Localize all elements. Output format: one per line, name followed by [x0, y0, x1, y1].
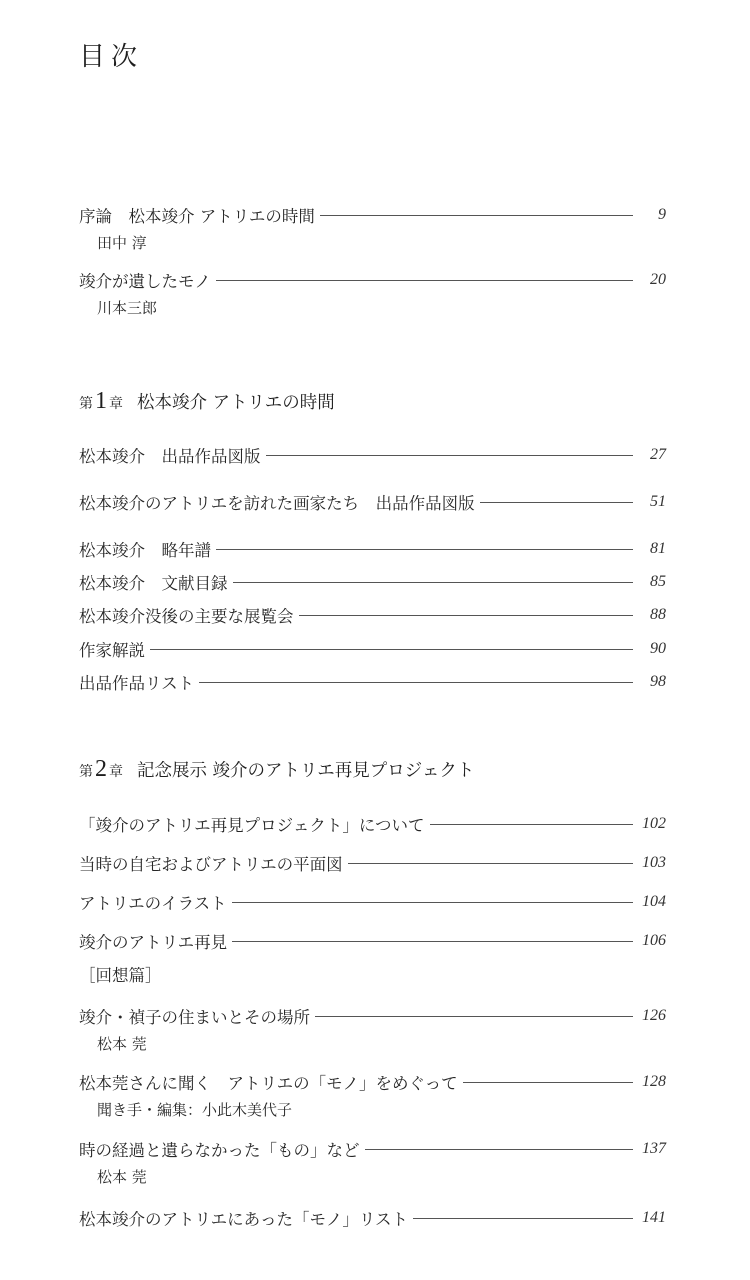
toc-entry[interactable] — [79, 1137, 666, 1161]
toc-entry[interactable] — [79, 851, 666, 875]
chapter-2-heading — [79, 756, 474, 783]
leader-line — [232, 941, 633, 942]
page-number: 141 — [642, 1209, 666, 1226]
leader-line — [480, 502, 633, 503]
leader-line — [348, 863, 633, 864]
section-heading-memoirs: ［回想篇］ — [79, 966, 162, 985]
page-number: 137 — [642, 1140, 666, 1157]
toc-entry[interactable] — [79, 203, 666, 227]
leader-line — [216, 280, 633, 281]
page-number: 20 — [650, 271, 666, 288]
toc-entry[interactable] — [79, 537, 666, 561]
entry-title: 作家解説 — [79, 641, 145, 660]
toc-entry[interactable] — [79, 1004, 666, 1028]
entry-title: 竣介が遺したモノ — [79, 272, 211, 291]
toc-entry[interactable] — [79, 603, 666, 627]
toc-entry[interactable] — [79, 1206, 666, 1230]
toc-entry[interactable] — [79, 490, 666, 514]
page-number: 104 — [642, 893, 666, 910]
toc-entry[interactable] — [79, 570, 666, 594]
chapter-suffix: 章 — [109, 396, 123, 412]
chapter-1-heading — [79, 388, 335, 415]
entry-title: アトリエのイラスト — [79, 894, 227, 913]
entry-author: 川本三郎 — [97, 299, 158, 317]
leader-line — [150, 649, 633, 650]
entry-author: 聞き手・編集：小此木美代子 — [97, 1101, 293, 1119]
leader-line — [320, 215, 633, 216]
page-number: 128 — [642, 1073, 666, 1090]
entry-author: 松本 莞 — [97, 1035, 147, 1053]
leader-line — [463, 1082, 633, 1083]
chapter-prefix: 第 — [79, 764, 93, 780]
leader-line — [199, 682, 633, 683]
entry-title: 松本竣介のアトリエにあった「モノ」リスト — [79, 1210, 409, 1229]
page-number: 88 — [650, 606, 666, 623]
chapter-number: 2 — [95, 756, 107, 782]
entry-title: 竣介・禎子の住まいとその場所 — [79, 1008, 310, 1027]
entry-title: 序論 松本竣介 アトリエの時間 — [79, 207, 315, 226]
toc-entry[interactable] — [79, 268, 666, 292]
page-title: 目次 — [79, 42, 144, 72]
toc-entry[interactable] — [79, 443, 666, 467]
chapter-title: 記念展示 竣介のアトリエ再見プロジェクト — [137, 761, 475, 781]
page-number: 27 — [650, 446, 666, 463]
entry-title: 松本竣介 略年譜 — [79, 541, 211, 560]
chapter-prefix: 第 — [79, 396, 93, 412]
page-number: 103 — [642, 854, 666, 871]
page-number: 81 — [650, 540, 666, 557]
leader-line — [430, 824, 633, 825]
toc-entry[interactable] — [79, 890, 666, 914]
chapter-number: 1 — [95, 388, 107, 414]
entry-title: 松本莞さんに聞く アトリエの「モノ」をめぐって — [79, 1074, 458, 1093]
entry-title: 松本竣介没後の主要な展覧会 — [79, 607, 294, 626]
leader-line — [216, 549, 633, 550]
page-number: 106 — [642, 932, 666, 949]
page-number: 85 — [650, 573, 666, 590]
leader-line — [233, 582, 634, 583]
page-number: 126 — [642, 1007, 666, 1024]
entry-author: 田中 淳 — [97, 234, 147, 252]
page-number: 90 — [650, 640, 666, 657]
entry-title: 松本竣介 出品作品図版 — [79, 447, 261, 466]
page-number: 98 — [650, 673, 666, 690]
toc-entry[interactable] — [79, 637, 666, 661]
entry-title: 時の経過と遺らなかった「もの」など — [79, 1141, 360, 1160]
entry-author: 松本 莞 — [97, 1168, 147, 1186]
chapter-title: 松本竣介 アトリエの時間 — [137, 393, 335, 413]
toc-entry[interactable] — [79, 670, 666, 694]
page-number: 9 — [658, 206, 666, 223]
toc-entry[interactable] — [79, 1070, 666, 1094]
entry-title: 竣介のアトリエ再見 — [79, 933, 228, 952]
toc-entry[interactable] — [79, 929, 666, 953]
leader-line — [413, 1218, 633, 1219]
leader-line — [299, 615, 634, 616]
entry-title: 当時の自宅およびアトリエの平面図 — [79, 855, 343, 874]
toc-entry[interactable] — [79, 812, 666, 836]
entry-title: 松本竣介のアトリエを訪れた画家たち 出品作品図版 — [79, 494, 475, 513]
entry-title: 出品作品リスト — [79, 674, 195, 693]
page-number: 51 — [650, 493, 666, 510]
entry-title: 「竣介のアトリエ再見プロジェクト」について — [79, 816, 425, 835]
leader-line — [365, 1149, 634, 1150]
leader-line — [315, 1016, 633, 1017]
page-number: 102 — [642, 815, 666, 832]
leader-line — [266, 455, 634, 456]
leader-line — [232, 902, 633, 903]
chapter-suffix: 章 — [109, 764, 123, 780]
entry-title: 松本竣介 文献目録 — [79, 574, 228, 593]
